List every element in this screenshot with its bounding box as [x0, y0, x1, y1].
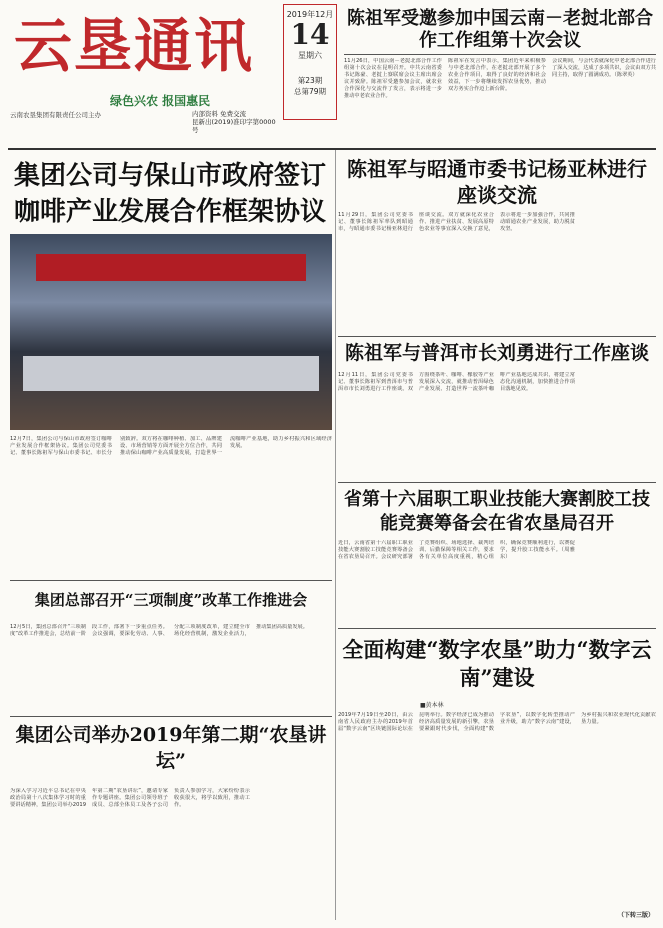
continued-note: （下转三版）: [618, 912, 655, 919]
masthead-slogan: 绿色兴农 报国惠民: [110, 94, 211, 108]
article-1-text-col-1: 11月26日，中国云南－老挝北部合作工作组第十次会议在昆明召开。中共云南省委书记陈豪、老挝上寮联席会议主席出席会议并致辞。陈祖军受邀参加会议，就农业合作深化与交流作了发言，表示将进一步推动中老农业合作。: [344, 58, 442, 100]
issue-box: [283, 4, 337, 120]
article-6-text: 12月5日，集团总部召开“三项制度”改革工作推进会，总结前一阶段工作，部署下一步重点任务。会议强调，要深化劳动、人事、分配三项制度改革，建立健全市场化经营机制，激发企业活力，推动集团高质量发展。: [10, 624, 308, 638]
signing-photo: [10, 234, 332, 430]
article-4-text: 12月11日，集团公司党委书记、董事长陈祖军到普洱市与普洱市市长刘勇进行工作座谈。双方围绕茶叶、咖啡、橡胶等产业发展深入交流，就推动普洱绿色产业发展、打造世界一流茶叶咖啡产业基地达成共识，将建立常态化沟通机制，加快推进合作项目落地见效。: [338, 372, 575, 393]
issue-year-month: 2019年12月: [286, 10, 334, 19]
issue-number: 第23期: [297, 76, 323, 85]
publisher-line: 云南农垦集团有限责任公司主办: [10, 111, 101, 119]
article-4-headline: 陈祖军与普洱市长刘勇进行工作座谈: [344, 342, 649, 364]
article-2-text: 12月7日，集团公司与保山市政府签订咖啡产业发展合作框架协议。集团公司党委书记、董事长陈祖军与保山市委书记、市长分别致辞。双方将在咖啡种植、加工、品牌建设、市场营销等方面开展全方位合作，共同推动保山咖啡产业高质量发展，打造世界一流咖啡产业基地，助力乡村振兴和区域经济发展。: [10, 436, 332, 457]
article-1-text-col-3: 会议期间，与会代表就深化中老北部合作进行了深入交流，达成了多项共识，会议由双方共同主持，取得了圆满成功。（陈翠英）: [552, 58, 656, 79]
article-1-text-col-2: 陈祖军在发言中表示，集团近年来积极参与中老北部合作，在老挝北部开展了多个农业合作项目，取得了良好的经济和社会效益，下一步将继续发挥农垦优势，推动双方务实合作迈上新台阶。: [448, 58, 546, 93]
article-6-headline: 集团总部召开“三项制度”改革工作推进会: [34, 591, 308, 609]
issue-day: 14: [290, 18, 330, 51]
article-8-text: 2019年7月19日至20日，由云南省人民政府主办的2019年首届“数字云南”区块链国际论坛在昆明举行。数字经济已成为推动经济高质量发展的新引擎，农垦要紧跟时代步伐，全面构建“数字农垦”，以数字化转型推动产业升级，助力“数字云南”建设，为乡村振兴和农业现代化贡献农垦力量。: [338, 712, 656, 733]
article-7-headline: 集团公司举办2019年第二期“农垦讲坛”: [15, 724, 327, 772]
issue-weekday: 星期六: [298, 51, 322, 60]
article-8-headline: 全面构建“数字农垦”助力“数字云南”建设: [342, 637, 652, 690]
license-number: 昆新出(2019)准印字第0000号: [192, 118, 276, 134]
article-7-text: 为深入学习习近平总书记在中央政治局第十八次集体学习时的重要讲话精神，集团公司举办2019年第二期“农垦讲坛”，邀请专家作专题讲座。集团公司领导班子成员、总部全体员工及各子公司负责人参加学习，大家纷纷表示收获很大，将学以致用，推动工作。: [10, 788, 250, 809]
article-5-text: 近日，云南省第十六届职工职业技能大赛割胶工技能竞赛筹备会在省农垦局召开。会议研究部署了竞赛组织、场地选择、裁判培训、后勤保障等相关工作，要求各有关单位高度重视，精心组织，确保竞赛顺利进行，以赛促学，提升胶工技能水平。（周雅东）: [338, 540, 575, 561]
article-5-headline: 省第十六届职工职业技能大赛割胶工技能竞赛筹备会在省农垦局召开: [344, 489, 650, 534]
internal-note: [192, 110, 282, 134]
internal-label: 内部资料 免费交流: [192, 110, 247, 118]
article-3-text: 11月29日，集团公司党委书记、董事长陈祖军率队到昭通市，与昭通市委书记杨亚林进行座谈交流。双方就深化农业合作、推进产业扶贫、发展高原特色农业等事宜深入交换了意见，表示将进一步加强合作，共同推动昭通农业产业发展，助力脱贫攻坚。: [338, 212, 575, 233]
article-3-headline: 陈祖军与昭通市委书记杨亚林进行座谈交流: [347, 157, 647, 207]
masthead-title: 云垦通讯: [14, 12, 255, 80]
article-1-headline: 陈祖军受邀参加中国云南－老挝北部合作工作组第十次会议: [347, 8, 653, 51]
article-2-headline: 集团公司与保山市政府签订咖啡产业发展合作框架协议: [13, 161, 326, 227]
issue-total-number: 总第79期: [293, 87, 327, 96]
article-8-byline: ■黄本林: [420, 702, 444, 709]
